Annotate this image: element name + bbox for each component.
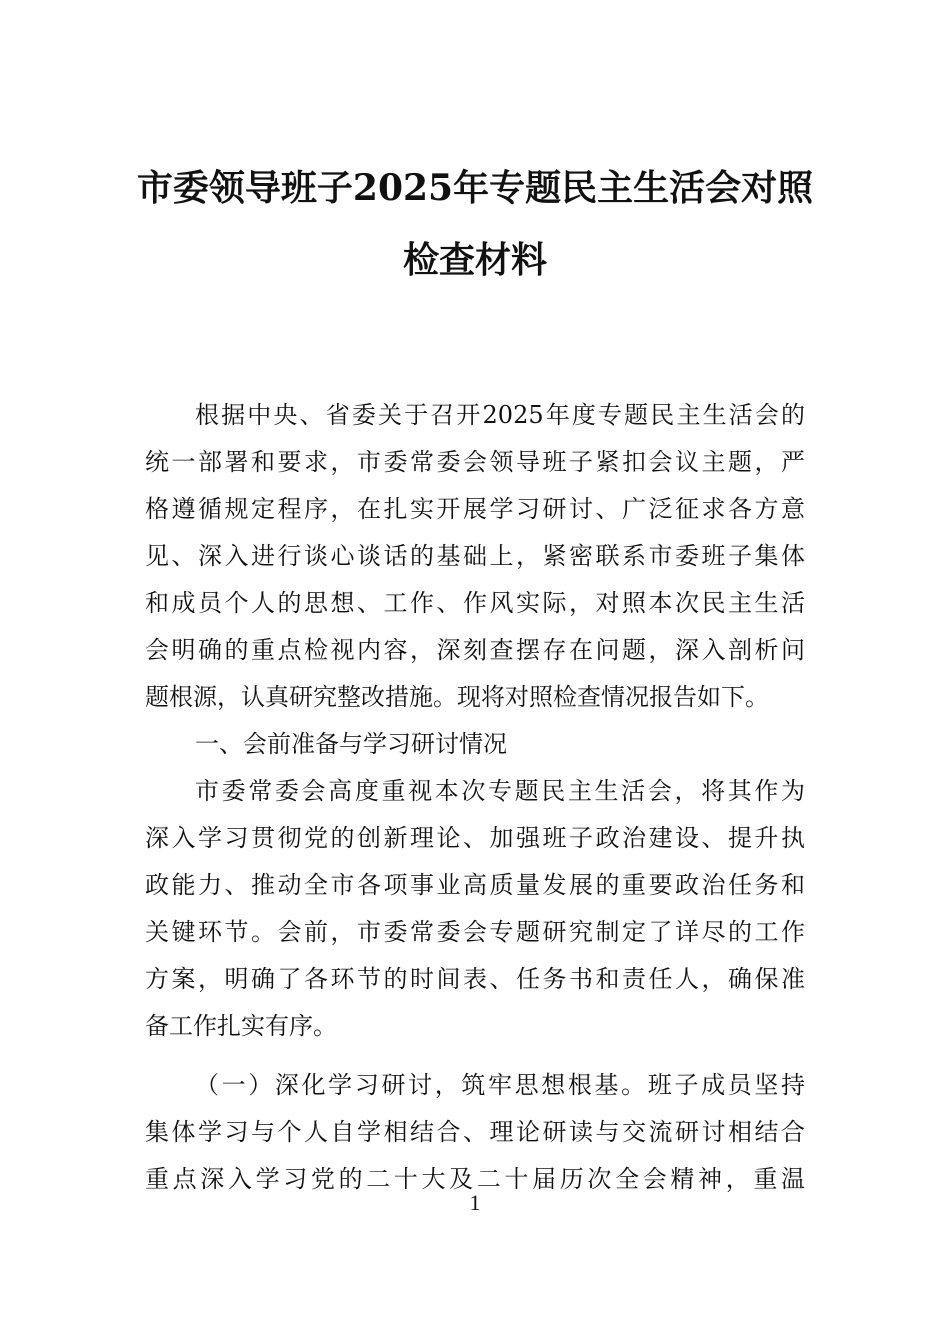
paragraph-line: 会明确的重点检视内容，深刻查摆存在问题，深入剖析问 <box>145 636 805 664</box>
page-number: 1 <box>469 1190 481 1215</box>
paragraph-line: 见、深入进行谈心谈话的基础上，紧密联系市委班子集体 <box>145 542 805 570</box>
document-body <box>145 392 805 1203</box>
title-line-1: 市委领导班子2025年专题民主生活会对照 <box>136 167 814 209</box>
paragraph-line: 重点深入学习党的二十大及二十届历次全会精神，重温 <box>145 1165 805 1193</box>
paragraph-line: 市委常委会高度重视本次专题民主生活会，将其作为 <box>195 777 805 805</box>
paragraph-line: 题根源，认真研究整改措施。现将对照检查情况报告如下。 <box>145 683 769 711</box>
paragraph-line: 关键环节。会前，市委常委会专题研究制定了详尽的工作 <box>145 918 805 946</box>
section1-paragraph <box>145 768 805 1050</box>
paragraph-line: 政能力、推动全市各项事业高质量发展的重要政治任务和 <box>145 871 805 899</box>
paragraph-line: 根据中央、省委关于召开2025年度专题民主生活会的 <box>195 401 805 429</box>
paragraph-gap <box>145 1050 805 1062</box>
paragraph-line: 深入学习贯彻党的创新理论、加强班子政治建设、提升执 <box>145 824 805 852</box>
paragraph-line: 统一部署和要求，市委常委会领导班子紧扣会议主题，严 <box>145 448 805 476</box>
paragraph-line: 和成员个人的思想、工作、作风实际，对照本次民主生活 <box>145 589 805 617</box>
title-line-2: 检查材料 <box>402 239 547 281</box>
paragraph-line: 方案，明确了各环节的时间表、任务书和责任人，确保准 <box>145 965 805 993</box>
paragraph-line: 集体学习与个人自学相结合、理论研读与交流研讨相结合 <box>145 1118 805 1146</box>
intro-paragraph <box>145 392 805 721</box>
subsection1-paragraph <box>145 1062 805 1203</box>
paragraph-line: 备工作扎实有序。 <box>145 1012 337 1040</box>
paragraph-line: （一）深化学习研讨，筑牢思想根基。班子成员坚持 <box>195 1071 805 1099</box>
section-heading-1: 一、会前准备与学习研讨情况 <box>195 730 507 758</box>
document-title <box>120 165 830 283</box>
paragraph-line: 格遵循规定程序，在扎实开展学习研讨、广泛征求各方意 <box>145 495 805 523</box>
